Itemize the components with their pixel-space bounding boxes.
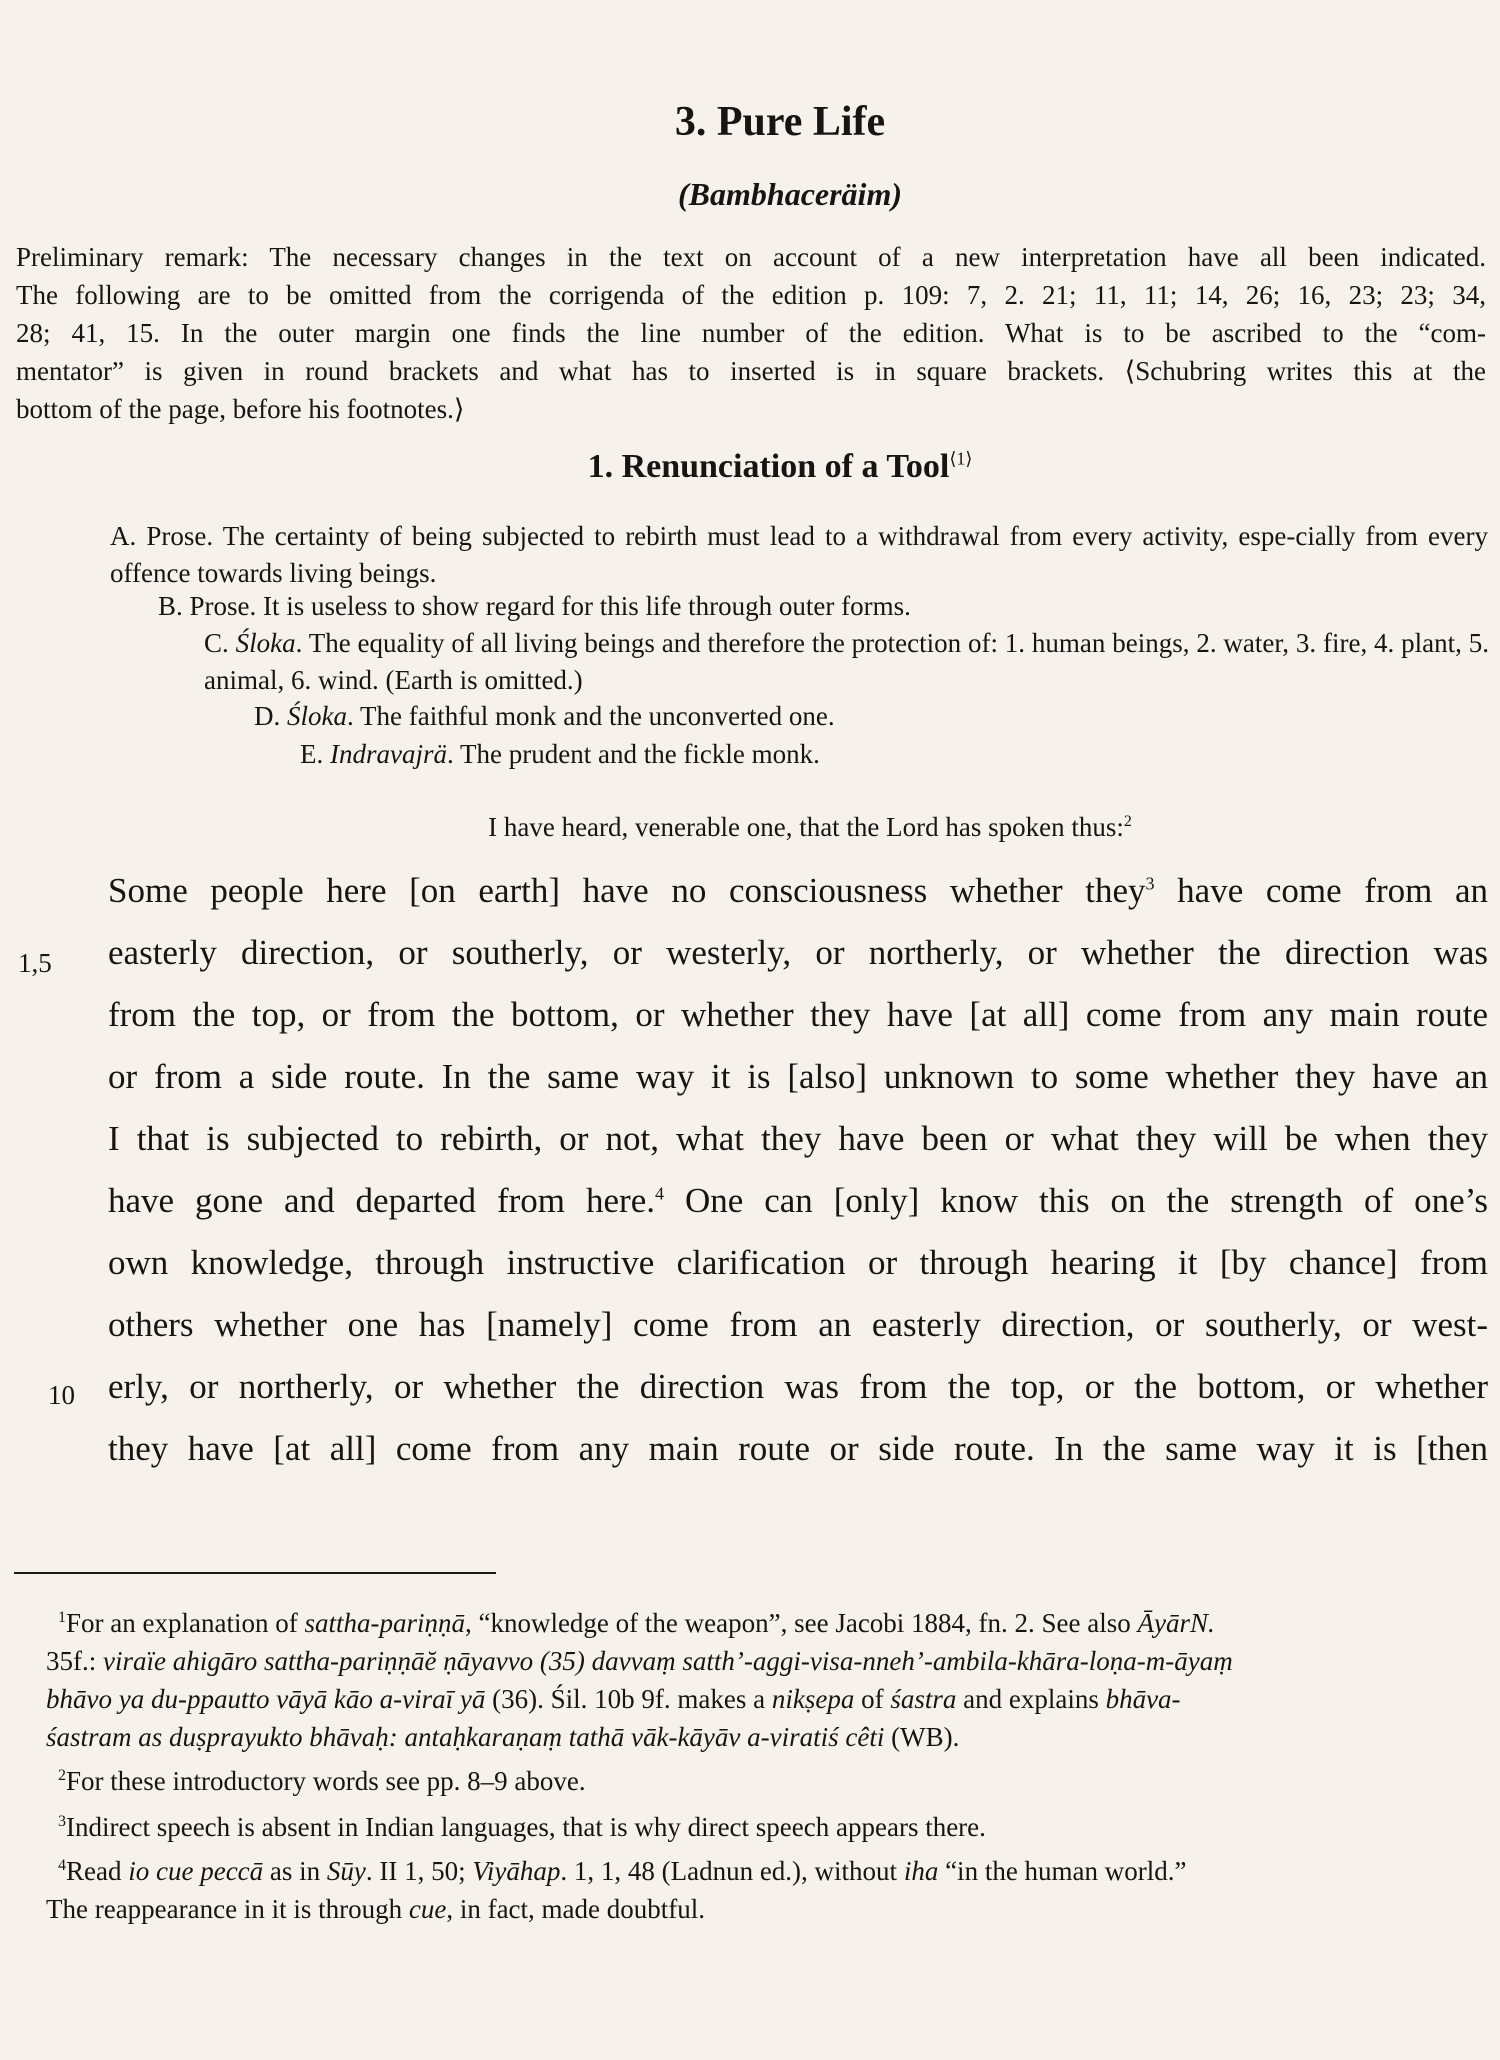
text-line: easterly direction, or southerly, or westerly, or northerly, or whether the direction was xyxy=(108,933,1488,972)
preliminary-remark xyxy=(16,238,1486,428)
text-line: others whether one has [namely] come from an easterly direction, or southerly, or west- xyxy=(108,1305,1488,1344)
text-line: from the top, or from the bottom, or whether they have [at all] come from any main route xyxy=(108,995,1488,1034)
prelim-line: Preliminary remark: The necessary changes in the text on account of a new interpretation have all been indicated. xyxy=(16,242,1486,272)
outline-item-e: E. Indravajrä. The prudent and the fickle monk. xyxy=(300,739,820,769)
footnote-ref-4: 4 xyxy=(654,1183,664,1204)
text-line: they have [at all] come from any main route or side route. In the same way it is [then xyxy=(108,1429,1488,1468)
text-line: own knowledge, through instructive clarification or through hearing it [by chance] from xyxy=(108,1243,1488,1282)
outline-d-label: Śloka xyxy=(287,701,347,731)
outline-e-label: Indravajrä xyxy=(330,739,447,769)
prelim-line: 28; 41, 15. In the outer margin one finds the line number of the edition. What is to be ascribed to the “com- xyxy=(16,318,1486,348)
intro-note-ref: 2 xyxy=(1123,813,1132,830)
outline-item-d: D. Śloka. The faithful monk and the unconverted one. xyxy=(254,701,835,731)
outline-e-text: . The prudent and the fickle monk. xyxy=(447,739,820,769)
intro-text: I have heard, venerable one, that the Lord has spoken thus: xyxy=(488,812,1124,842)
text-line: I that is subjected to rebirth, or not, what they have been or what they will be when they xyxy=(108,1119,1488,1158)
section-note-ref: ⟨1⟩ xyxy=(949,448,973,469)
intro-line xyxy=(60,812,1500,843)
outline-item-b: B. Prose. It is useless to show regard for this life through outer forms. xyxy=(158,591,911,621)
outline-c-label: Śloka xyxy=(235,628,296,658)
footnote-ref-3: 3 xyxy=(1145,873,1155,894)
main-text xyxy=(108,860,1488,1480)
text-line: have gone and departed from here.$^4$ One can [only] know this on the strength of one’s xyxy=(108,1181,1488,1220)
text-line: Some people here [on earth] have no consciousness whether they$^3$ have come from an xyxy=(108,871,1488,910)
outline-item-a: A. Prose. The certainty of being subjected to rebirth must lead to a withdrawal from every activity, espe-cially from every offence towards living beings. xyxy=(110,521,1488,588)
prelim-line: The following are to be omitted from the corrigenda of the edition p. 109: 7, 2. 21; 11, 11; 14, 26; 16, 23; 23; 34, xyxy=(16,280,1486,310)
text-line: or from a side route. In the same way it is [also] unknown to some whether they have an xyxy=(108,1057,1488,1096)
section-title xyxy=(30,448,1500,486)
outline-d-text: . The faithful monk and the unconverted one. xyxy=(347,701,835,731)
footnote-2: $^2$For these introductory words see pp. 8–9 above. xyxy=(58,1766,586,1796)
chapter-title: 3. Pure Life xyxy=(674,99,886,145)
margin-line-number-10: 10 xyxy=(48,1380,75,1410)
prelim-line: bottom of the page, before his footnotes.⟩ xyxy=(16,394,465,424)
outline-c-text: . The equality of all living beings and therefore the protection of: 1. human beings, 2. water, 3. fire, 4. plant, 5. animal, 6. wind. (Earth is omitted.) xyxy=(204,628,1489,695)
outline-item-c: C. Śloka. The equality of all living beings and therefore the protection of: 1. human beings, 2. water, 3. fire, 4. plant, 5. animal, 6. wind. (Earth is omitted.) xyxy=(204,628,1489,695)
prelim-line: mentator” is given in round brackets and what has to inserted is in square brackets. ⟨Schubring writes this at the xyxy=(16,356,1486,386)
section-title-text: 1. Renunciation of a Tool xyxy=(587,448,950,485)
chapter-subtitle: (Bambhaceräim) xyxy=(678,176,902,212)
margin-line-number-5: 1,5 xyxy=(18,948,52,978)
text-line: erly, or northerly, or whether the direction was from the top, or the bottom, or whether xyxy=(108,1367,1488,1406)
footnote-3: $^3$Indirect speech is absent in Indian languages, that is why direct speech appears there. xyxy=(58,1812,986,1842)
footnote-divider xyxy=(14,1572,496,1574)
footnote-4: $^4$Read io cue peccā as in Sūy. II 1, 50; Viyāhap. 1, 1, 48 (Ladnun ed.), without iha “in the human world.” The reappearance in it is through cue, in fact, made doubtful. xyxy=(46,1856,1187,1924)
footnote-1: $^1$For an explanation of sattha-pariṇṇā, “knowledge of the weapon”, see Jacobi 1884, fn. 2. See also ĀyārN. 35f.: viraïe ahigāro sattha-pariṇṇāĕ ṇāyavvo (35) davvaṃ satth’-aggi-visa-nneh’-ambila-khāra-loṇa-m-āyaṃ bhāvo ya du-ppautto vāyā kāo a-viraī yā (36). Śil. 10b 9f. makes a nikṣepa of śastra and explains bhāva- śastram as duṣprayukto bhāvaḥ: antaḥkaraṇaṃ tathā vāk-kāyāv a-viratiś cêti (WB). xyxy=(46,1608,1233,1752)
